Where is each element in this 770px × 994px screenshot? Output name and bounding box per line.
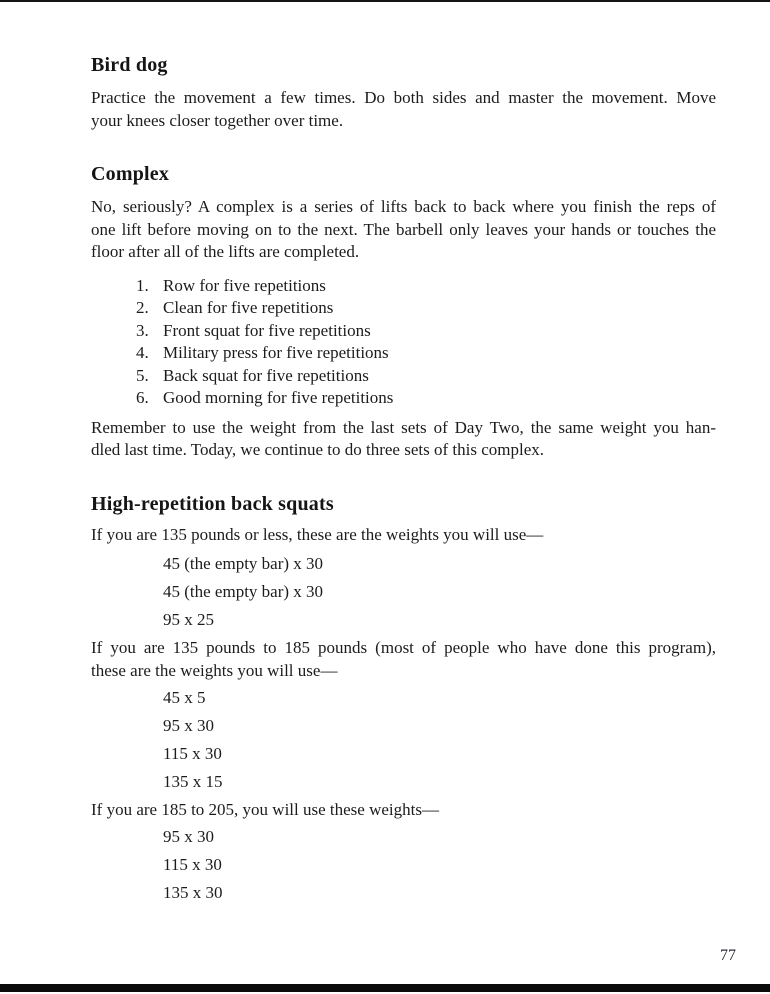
weight-line: 115 x 30 <box>163 744 222 763</box>
heading-bird-dog: Bird dog <box>91 54 168 76</box>
weight-line: 135 x 15 <box>163 772 223 791</box>
list-item-text: Back squat for five repetitions <box>163 365 369 385</box>
list-item-text: Good morning for five repetitions <box>163 388 394 407</box>
complex-steps-list <box>91 275 716 410</box>
list-item <box>91 275 716 298</box>
paragraph-135-or-less <box>91 524 716 547</box>
weight-line: 135 x 30 <box>163 882 223 902</box>
list-item <box>91 297 716 320</box>
list-item-text: Row for five repetitions <box>163 275 326 295</box>
paragraph-line: these are the weights you will use— <box>91 660 338 680</box>
weight-line: 95 x 30 <box>163 716 214 735</box>
list-item <box>91 365 716 388</box>
list-item-text: Clean for five repetitions <box>163 298 334 317</box>
page-number: 77 <box>720 947 736 964</box>
weight-line: 45 (the empty bar) x 30 <box>163 582 324 601</box>
paragraph-remember <box>91 417 716 462</box>
paragraph-135-to-185 <box>91 637 716 682</box>
list-item-number: 5. <box>136 365 149 385</box>
paragraph-line: your knees closer together over time. <box>91 110 344 130</box>
list-item <box>91 387 716 410</box>
weight-line: 45 (the empty bar) x 30 <box>163 554 324 573</box>
paragraph-line: one lift before moving on to the next. The barbell only leaves your hands or touches the <box>91 219 716 239</box>
list-item-number: 1. <box>136 275 149 295</box>
paragraph-line: dled last time. Today, we continue to do three sets of this complex. <box>91 440 544 459</box>
list-item <box>91 342 716 365</box>
paragraph-line: No, seriously? A complex is a series of lifts back to back where you finish the reps of <box>91 197 716 216</box>
paragraph-185-to-205 <box>91 799 716 822</box>
weight-line: 95 x 30 <box>163 826 214 846</box>
list-item-number: 4. <box>136 343 149 362</box>
bottom-edge-rule <box>0 984 770 992</box>
weights-group-135-or-less <box>91 553 716 632</box>
list-item-text: Military press for five repetitions <box>163 343 389 362</box>
paragraph-line: If you are 135 pounds or less, these are the weights you will use— <box>91 524 544 544</box>
list-item-number: 2. <box>136 298 149 317</box>
weight-line: 95 x 25 <box>163 610 214 629</box>
paragraph-line: If you are 185 to 205, you will use these weights— <box>91 800 439 819</box>
paragraph-line: Remember to use the weight from the last sets of Day Two, the same weight you han- <box>91 417 716 437</box>
page-content <box>91 0 716 910</box>
list-item-text: Front squat for five repetitions <box>163 320 371 340</box>
paragraph-bird-dog <box>91 87 716 132</box>
paragraph-complex <box>91 196 716 264</box>
paragraph-line: If you are 135 pounds to 185 pounds (most of people who have done this program), <box>91 638 716 657</box>
list-item-number: 6. <box>136 388 149 407</box>
list-item-number: 3. <box>136 320 149 340</box>
paragraph-line: floor after all of the lifts are completed. <box>91 242 360 261</box>
weights-group-185-to-205 <box>91 826 716 905</box>
weight-line: 115 x 30 <box>163 854 222 874</box>
weight-line: 45 x 5 <box>163 688 206 707</box>
heading-back-squats: High-repetition back squats <box>91 492 334 515</box>
weights-group-135-to-185 <box>91 687 716 794</box>
heading-complex: Complex <box>91 163 170 185</box>
paragraph-line: Practice the movement a few times. Do both sides and master the movement. Move <box>91 88 716 107</box>
list-item <box>91 320 716 343</box>
